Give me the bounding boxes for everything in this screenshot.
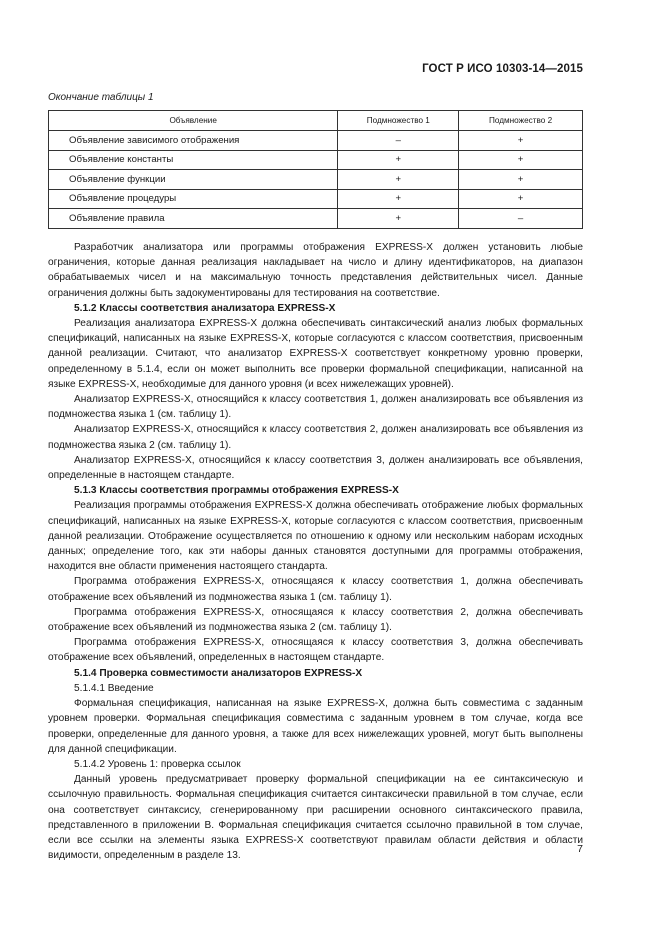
table-cell: + — [459, 150, 583, 170]
table-row — [49, 189, 583, 209]
paragraph: Программа отображения EXPRESS-X, относящаяся к классу соответствия 1, должна обеспечивать отображение всех объявлений из подмножества языка 1 (см. таблицу 1). — [48, 576, 583, 603]
page-number: 7 — [577, 843, 583, 855]
paragraph: Формальная спецификация, написанная на языке EXPRESS-X, должна быть совместима с заданным уровнем проверки. Формальная спецификация совместима с заданным уровнем в том случае, когда все проверки, определенные для данного уровня, а также для всех нижележащих уровней, могут быть выполнены для данной спецификации. — [48, 698, 583, 755]
table-cell: + — [459, 189, 583, 209]
table-cell: Объявление процедуры — [49, 189, 338, 209]
document-body — [48, 240, 583, 863]
column-header: Подмножество 1 — [338, 111, 459, 131]
section-heading: 5.1.4 Проверка совместимости анализаторов EXPRESS-X — [74, 667, 363, 679]
table-cell: – — [459, 209, 583, 229]
paragraph: Анализатор EXPRESS-X, относящийся к классу соответствия 1, должен анализировать все объявления из подмножества языка 1 (см. таблицу 1). — [48, 394, 583, 421]
declarations-table — [48, 110, 583, 229]
table-cell: + — [338, 170, 459, 190]
paragraph: Реализация анализатора EXPRESS-X должна обеспечивать синтаксический анализ любых формальных спецификаций, написанных на языке EXPRESS-X, которые согласуются с классом соответствия, присвоенным данной реализации. Считают, что анализатор EXPRESS-X соответствует конкретному уровню проверки, определенному в 5.1.4, если он может выполнить все проверки формальной спецификации, написанной на языке EXPRESS-X, необходимые для данного уровня (и всех нижележащих уровней). — [48, 318, 583, 390]
document-header: ГОСТ Р ИСО 10303-14—2015 — [422, 63, 583, 75]
subsection-heading: 5.1.4.1 Введение — [74, 682, 154, 694]
table-caption: Окончание таблицы 1 — [48, 92, 154, 103]
table-row — [49, 170, 583, 190]
table-row — [49, 131, 583, 151]
paragraph: Разработчик анализатора или программы отображения EXPRESS-X должен установить любые ограничения, которые данная реализация накладывает на число и длину идентификаторов, на диапазон обрабатываемых чисел и на максимальную точность представления действительных чисел. Данные ограничения должны быть задокументированы для тестирования на соответствие. — [48, 242, 583, 299]
table-cell: Объявление правила — [49, 209, 338, 229]
table-cell: + — [459, 170, 583, 190]
table-cell: Объявление константы — [49, 150, 338, 170]
paragraph: Данный уровень предусматривает проверку формальной спецификации на ее синтаксическую и ссылочную правильность. Формальная спецификация считается синтаксически правильной в том случае, если она соответствует синтаксису, сгенерированному при расширении основного синтаксического правила, представленного в приложении В. Формальная спецификация считается ссылочно правильной в том случае, если все ссылки на элементы языка EXPRESS-X соответствуют правилам области действия и области видимости, определенным в разделе 13. — [48, 774, 583, 862]
table-header-row — [49, 111, 583, 131]
table-cell: + — [338, 209, 459, 229]
paragraph: Анализатор EXPRESS-X, относящийся к классу соответствия 2, должен анализировать все объявления из подмножества языка 2 (см. таблицу 1). — [48, 424, 583, 451]
paragraph: Программа отображения EXPRESS-X, относящаяся к классу соответствия 2, должна обеспечивать отображение всех объявлений из подмножества языка 2 (см. таблицу 1). — [48, 606, 583, 634]
table-cell: – — [338, 131, 459, 151]
table-cell: + — [338, 189, 459, 209]
section-heading: 5.1.3 Классы соответствия программы отображения EXPRESS-X — [74, 485, 399, 497]
table-row — [49, 209, 583, 229]
paragraph: Программа отображения EXPRESS-X, относящаяся к классу соответствия 3, должна обеспечивать отображение всех объявлений, определенных в настоящем стандарте. — [48, 637, 583, 664]
column-header: Подмножество 2 — [459, 111, 583, 131]
table-cell: Объявление зависимого отображения — [49, 131, 338, 151]
table-cell: + — [459, 131, 583, 151]
subsection-heading: 5.1.4.2 Уровень 1: проверка ссылок — [74, 758, 241, 770]
paragraph: Анализатор EXPRESS-X, относящийся к классу соответствия 3, должен анализировать все объявления, определенные в настоящем стандарте. — [48, 454, 583, 482]
table-cell: Объявление функции — [49, 170, 338, 190]
column-header: Объявление — [49, 111, 338, 131]
paragraph: Реализация программы отображения EXPRESS-X должна обеспечивать отображение любых формальных спецификаций, написанных на языке EXPRESS-X, которые согласуются с классом соответствия, присвоенным данной реализации. Отображение осуществляется по отношению к одному или нескольким наборам исходных данных; определение того, как эти наборы данных становятся доступными для программы отображения, находится вне области применения настоящего стандарта. — [48, 500, 583, 573]
table-cell: + — [338, 150, 459, 170]
table-row — [49, 150, 583, 170]
section-heading: 5.1.2 Классы соответствия анализатора EXPRESS-X — [74, 302, 336, 314]
